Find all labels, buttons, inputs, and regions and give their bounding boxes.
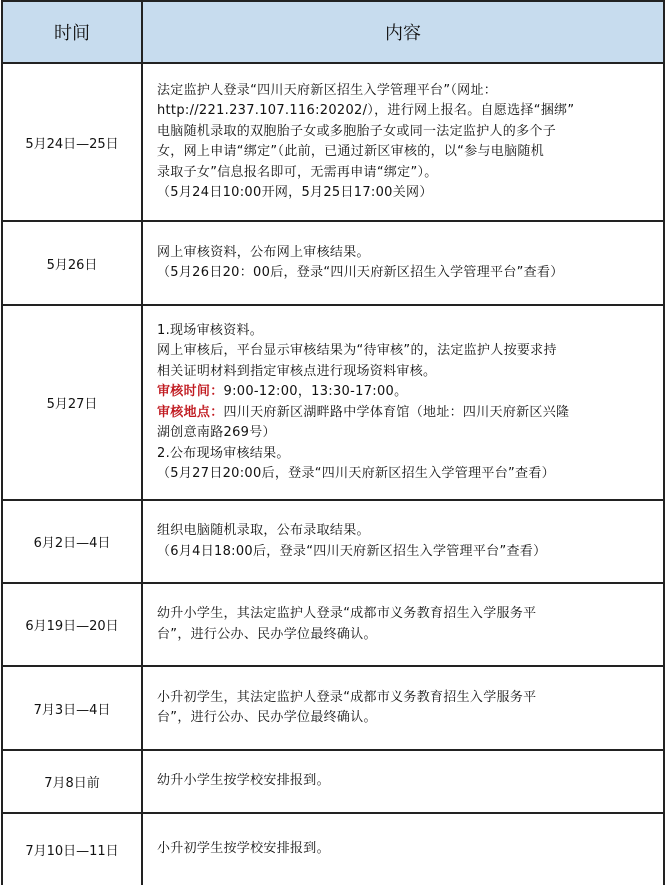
- content-line: 小升初学生，其法定监护人登录“成都市义务教育招生入学服务平: [157, 689, 537, 705]
- content-line: 组织电脑随机录取，公布录取结果。: [157, 523, 370, 538]
- content-line: 法定监护人登录“四川天府新区招生入学管理平台”（网址：: [157, 82, 498, 98]
- row-content: [142, 583, 664, 666]
- content-line: 网上审核后，平台显示审核结果为“待审核”的，法定监护人按要求持: [157, 343, 557, 358]
- row-content: [142, 813, 664, 885]
- highlight-label: 审核时间：: [157, 384, 224, 399]
- table-row: [2, 305, 664, 500]
- row-content: [142, 63, 664, 221]
- highlight-value: 9:00-12:00，13:30-17:00。: [223, 384, 408, 399]
- row-content: [142, 221, 664, 305]
- table-row: [2, 666, 664, 750]
- content-line: 网上审核资料，公布网上审核结果。: [157, 244, 370, 260]
- highlight-line: [157, 382, 657, 403]
- content-line: （5月26日20：00后，登录“四川天府新区招生入学管理平台”查看）: [157, 265, 564, 280]
- content-line: 2.公布现场审核结果。: [157, 445, 290, 461]
- row-content: [142, 305, 664, 500]
- content-line: http://221.237.107.116:20202/），进行网上报名。自愿选择“捆绑”: [157, 103, 575, 118]
- content-line: 女，网上申请“绑定”（此前，已通过新区审核的，以“参与电脑随机: [157, 144, 545, 159]
- schedule-table: [1, 0, 665, 885]
- highlight-line: [157, 403, 657, 424]
- content-line: 幼升小学生，其法定监护人登录“成都市义务教育招生入学服务平: [157, 606, 537, 621]
- row-content: [142, 500, 664, 583]
- content-line: （6月4日18:00后，登录“四川天府新区招生入学管理平台”查看）: [157, 543, 547, 559]
- table-row: [2, 221, 664, 305]
- header-time: 时间: [2, 1, 142, 63]
- row-time: 6月2日—4日: [2, 500, 142, 583]
- highlight-label: 审核地点：: [157, 404, 224, 420]
- content-line: 台”，进行公办、民办学位最终确认。: [157, 710, 377, 725]
- highlight-value: 四川天府新区湖畔路中学体育馆（地址：四川天府新区兴隆: [223, 404, 570, 420]
- table-row: [2, 813, 664, 885]
- table-row: [2, 500, 664, 583]
- content-line: 幼升小学生按学校安排报到。: [157, 773, 330, 789]
- content-line: （5月24日10:00开网，5月25日17:00关网）: [157, 185, 433, 200]
- row-content: [142, 750, 664, 813]
- content-line: 电脑随机录取的双胞胎子女或多胞胎子女或同一法定监护人的多个子: [157, 123, 557, 139]
- header-content: 内容: [142, 1, 664, 63]
- table-row: [2, 750, 664, 813]
- row-time: 5月24日—25日: [2, 63, 142, 221]
- table-row: [2, 63, 664, 221]
- row-content: [142, 666, 664, 750]
- row-time: 5月26日: [2, 221, 142, 305]
- row-time: 6月19日—20日: [2, 583, 142, 666]
- content-line: 相关证明材料到指定审核点进行现场资料审核。: [157, 363, 437, 379]
- content-line: 湖创意南路269号）: [157, 425, 276, 440]
- row-time: 7月10日—11日: [2, 813, 142, 885]
- content-line: 小升初学生按学校安排报到。: [157, 841, 330, 857]
- content-line: 录取子女”信息报名即可，无需再申请“绑定”）。: [157, 164, 438, 180]
- row-time: 7月8日前: [2, 750, 142, 813]
- content-line: 台”，进行公办、民办学位最终确认。: [157, 626, 377, 642]
- row-time: 5月27日: [2, 305, 142, 500]
- content-line: 1.现场审核资料。: [157, 322, 264, 338]
- row-time: 7月3日—4日: [2, 666, 142, 750]
- content-line: （5月27日20:00后，登录“四川天府新区招生入学管理平台”查看）: [157, 466, 555, 481]
- table-header: [2, 1, 664, 63]
- table-row: [2, 583, 664, 666]
